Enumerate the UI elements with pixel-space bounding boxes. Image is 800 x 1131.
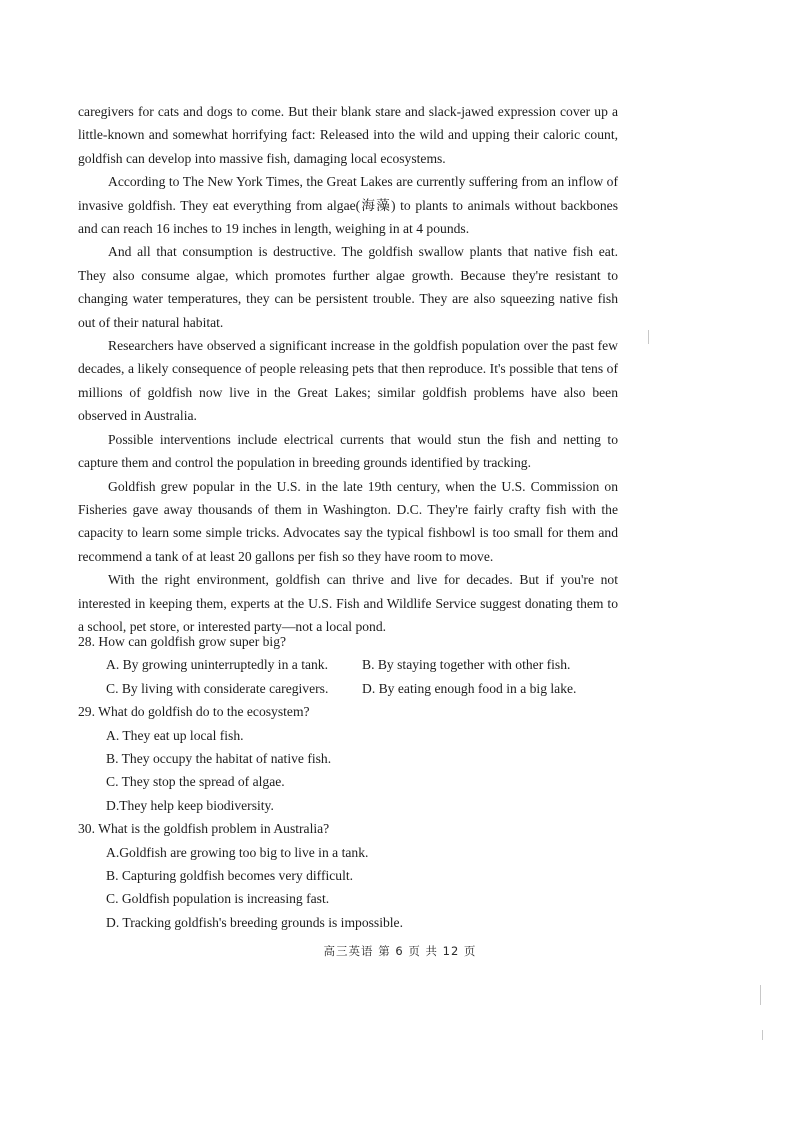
option-a: A. By growing uninterruptedly in a tank.: [106, 657, 328, 673]
option-b: B. Capturing goldfish becomes very difficult.: [106, 868, 354, 884]
option-c: C. They stop the spread of algae.: [106, 774, 285, 790]
passage-paragraph: caregivers for cats and dogs to come. But their blank stare and slack-jawed expression cover up a little-known and somewhat horrifying fact: Released into the wild and upping their caloric count, goldfish can develop into massive fish, damaging local ecosystems.: [78, 104, 618, 166]
scan-artifact: [762, 1030, 763, 1040]
option-d: D.They help keep biodiversity.: [106, 797, 274, 813]
question-stem: 28. How can goldfish grow super big?: [78, 634, 287, 649]
passage-paragraph: Possible interventions include electrical currents that would stun the fish and netting to capture them and control the population in breeding grounds identified by tracking.: [78, 431, 618, 471]
passage-paragraph: Goldfish grew popular in the U.S. in the late 19th century, when the U.S. Commission on Fisheries gave away thousands of them in Washington. D.C. They're fairly crafty fish with the capacity to learn some simple tricks. Advocates say the typical fishbowl is too small for them and recommend a tank of at least 20 gallons per fish so they have room to move.: [78, 478, 618, 564]
option-c: C. Goldfish population is increasing fast.: [106, 891, 330, 907]
option-d: D. By eating enough food in a big lake.: [362, 680, 577, 696]
option-a: A. They eat up local fish.: [106, 727, 244, 743]
option-b: B. They occupy the habitat of native fish.: [106, 751, 332, 767]
scan-artifact: [760, 985, 761, 1005]
option-d: D. Tracking goldfish's breeding grounds is impossible.: [106, 914, 403, 930]
option-c: C. By living with considerate caregivers.: [106, 680, 329, 696]
question-30: [78, 817, 638, 934]
passage-paragraph: And all that consumption is destructive. The goldfish swallow plants that native fish eat. They also consume algae, which promotes further algae growth. Because they're resistant to changing water temperatures, they can be persistent trouble. They are also squeezing native fish out of their natural habitat.: [78, 244, 618, 330]
question-stem: 29. What do goldfish do to the ecosystem?: [78, 704, 310, 720]
page-footer: 高三英语 第 6 页 共 12 页: [323, 944, 477, 958]
question-28: [78, 630, 638, 700]
scan-artifact: [648, 330, 649, 344]
question-29: [78, 700, 638, 817]
option-b: B. By staying together with other fish.: [362, 657, 571, 673]
reading-passage: [78, 100, 618, 638]
passage-paragraph: Researchers have observed a significant increase in the goldfish population over the past few decades, a likely consequence of people releasing pets that then reproduce. It's possible that tens of millions of goldfish now live in the Great Lakes; similar goldfish problems have also been observed in Australia.: [78, 338, 618, 424]
question-stem: 30. What is the goldfish problem in Australia?: [78, 821, 330, 837]
question-list: [78, 630, 638, 934]
passage-paragraph: With the right environment, goldfish can thrive and live for decades. But if you're not interested in keeping them, experts at the U.S. Fish and Wildlife Service suggest donating them to a school, pet store, or interested party—not a local pond.: [78, 572, 618, 634]
passage-paragraph: According to The New York Times, the Great Lakes are currently suffering from an inflow of invasive goldfish. They eat everything from algae(海藻) to plants to animals without backbones and can reach 16 inches to 19 inches in length, weighing in at 4 pounds.: [78, 174, 618, 237]
option-a: A.Goldfish are growing too big to live in a tank.: [106, 844, 369, 860]
